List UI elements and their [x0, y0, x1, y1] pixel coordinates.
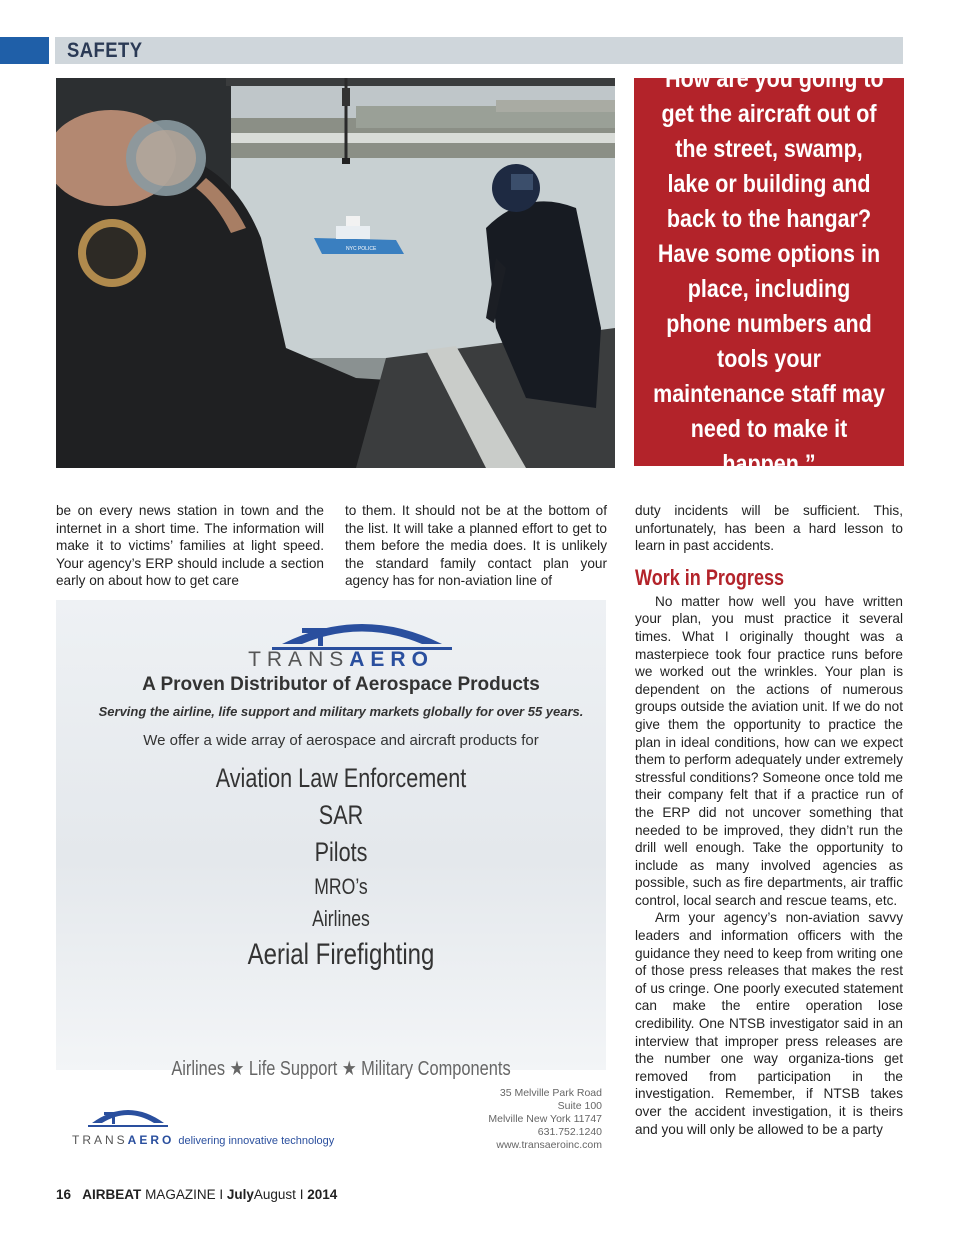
- brand-part: TRANS: [72, 1133, 128, 1147]
- paragraph: duty incidents will be sufficient. This, unfortunately, has been a hard lesson to learn in past accidents.: [635, 503, 903, 554]
- brand-part: AERO: [127, 1133, 175, 1147]
- ad-list-item: Aviation Law Enforcement: [215, 763, 467, 793]
- section-title: SAFETY: [67, 39, 143, 62]
- pull-quote: “How are you going to get the aircraft out of the street, swamp, lake or building and back to the hangar? Have some options in place, including phone numbers and tools your maintenance staff may need to make it happen.”: [653, 65, 885, 478]
- issue-month-2: August: [253, 1187, 296, 1202]
- ad-footer-tagline: [72, 1133, 334, 1147]
- issue-year: 2014: [307, 1187, 338, 1202]
- text-column-2: [345, 502, 607, 590]
- ad-list-item: SAR: [318, 800, 364, 830]
- paragraph: Arm your agency’s non-aviation savvy leaders and information officers with the guidance they need to keep from writing one of those press releases that makes the rest of us cringe. One poorly executed statement can make the entire operation lose credibility. One NTSB investigator said in an interview that improper press releases are the number one way organiza-tions get removed from participation in the investigation. Remember, if NTSB takes over the accident investigation, it is theirs and you will only be allowed to be a party: [635, 910, 903, 1137]
- text-column-1: [56, 502, 324, 590]
- section-color-tab: [0, 37, 49, 64]
- paragraph: be on every news station in town and the internet in a short time. The information will make it to victims’ families at light speed. Your agency’s ERP should include a section early on about how to get care: [56, 503, 324, 589]
- address-line: Melville New York 11747: [488, 1113, 602, 1125]
- footer-tag: delivering innovative technology: [178, 1135, 335, 1147]
- issue-month-1: July: [226, 1187, 254, 1202]
- transaero-small-logo-icon: [88, 1103, 168, 1129]
- phone-number: 631.752.1240: [537, 1126, 602, 1138]
- address-line: Suite 100: [557, 1100, 602, 1112]
- transaero-advertisement[interactable]: [56, 600, 606, 1170]
- boat-label: NYC POLICE: [346, 246, 377, 252]
- address-line: 35 Melville Park Road: [499, 1087, 602, 1099]
- brand-part: TRANS: [248, 648, 350, 671]
- pull-quote-box: [634, 65, 904, 478]
- ad-tagline: Serving the airline, life support and military markets globally for over 55 years.: [98, 704, 584, 719]
- section-header-bar: [55, 37, 903, 64]
- ad-address: [488, 1087, 602, 1152]
- ad-list-item: Aerial Firefighting: [247, 938, 435, 971]
- page-footer: [56, 1187, 337, 1202]
- brand-part: AERO: [349, 648, 434, 671]
- brand-small: [72, 1133, 174, 1147]
- paragraph: No matter how well you have written your plan, you must practice it several times. What I originally thought was a masterpiece took four practice runs before we worked out the wrinkles. Your plan is dependent on the actions of numerous groups outside the aviation unit. If we do not give them the opportunity to practice the plan in ideal conditions, how can we expect them to perform adequately under extremely stressful conditions? Someone once told me their company felt that if a practice run of the ERP did not uncover something that needed to be improved, they didn’t run the drill well enough. Take the opportunity to include as many involved agencies as possible, such as fire departments, air traffic control, local search and rescue teams, etc.: [635, 593, 903, 908]
- ad-headline: A Proven Distributor of Aerospace Products: [142, 674, 540, 695]
- website-link[interactable]: www.transaeroinc.com: [496, 1139, 602, 1151]
- magazine-name: AIRBEAT: [82, 1187, 142, 1202]
- ad-components-line: Airlines ★ Life Support ★ Military Components: [171, 1058, 511, 1080]
- page-number: 16: [56, 1187, 72, 1202]
- ad-list-item: Airlines: [312, 906, 370, 931]
- separator: I: [219, 1187, 224, 1202]
- separator: I: [299, 1187, 304, 1202]
- subheading: Work in Progress: [635, 564, 785, 590]
- ad-brand-name: [56, 648, 606, 672]
- magazine-word: MAGAZINE: [145, 1187, 216, 1202]
- ad-list-item: MRO’s: [314, 874, 368, 899]
- ad-product-list: [56, 760, 606, 975]
- helicopter-photo: [56, 78, 615, 468]
- ad-offer: We offer a wide array of aerospace and aircraft products for: [143, 732, 539, 749]
- ad-list-item: Pilots: [314, 837, 368, 867]
- text-column-3: [635, 502, 903, 1138]
- paragraph: to them. It should not be at the bottom of the list. It will take a planned effort to get to them before the media does. It is unlikely the standard family contact plan your agency has for non-aviation line of: [345, 503, 607, 589]
